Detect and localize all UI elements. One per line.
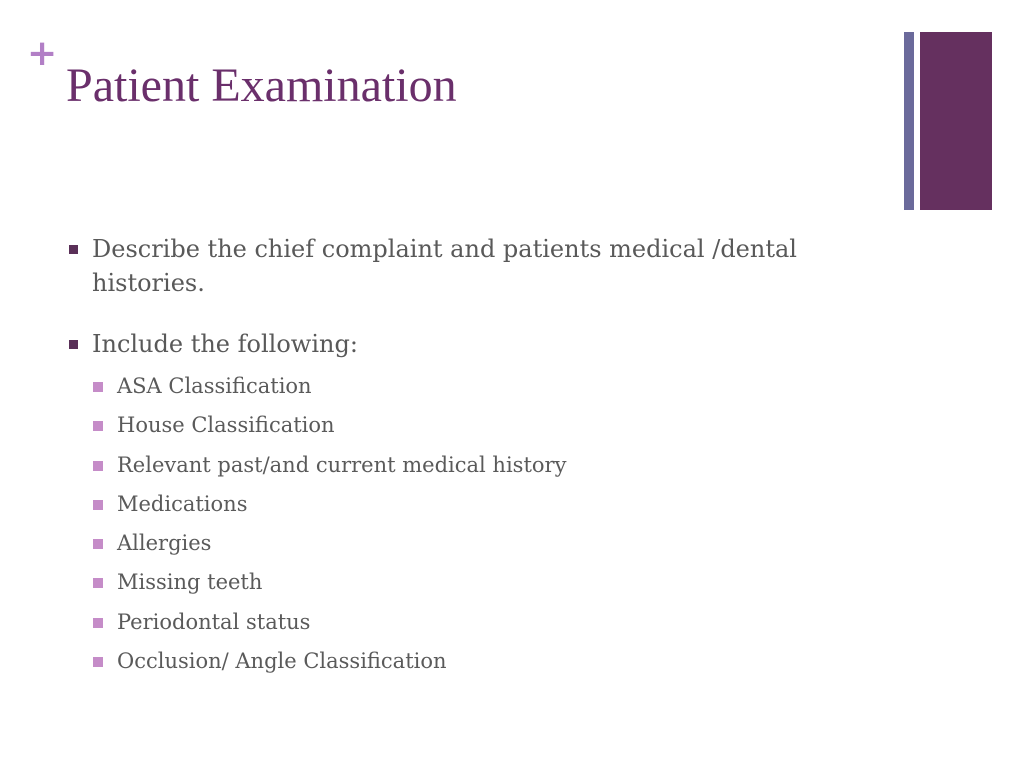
slide-title: Patient Examination	[66, 59, 457, 112]
sub-bullet-text: Periodontal status	[117, 609, 311, 634]
square-sub-bullet-icon	[93, 618, 103, 628]
sub-bullet-item	[92, 446, 886, 485]
square-bullet-icon	[69, 340, 78, 349]
accent-bar-thin	[904, 32, 914, 210]
sub-bullet-item	[92, 603, 886, 642]
sub-bullet-item	[92, 406, 886, 445]
sub-bullet-item	[92, 642, 886, 681]
square-sub-bullet-icon	[93, 382, 103, 392]
sub-bullet-text: Medications	[117, 491, 248, 516]
sub-bullet-text: House Classification	[117, 413, 335, 438]
square-sub-bullet-icon	[93, 578, 103, 588]
sub-bullet-item	[92, 367, 886, 406]
plus-icon: +	[27, 33, 58, 74]
bullet-item	[66, 232, 886, 300]
sub-bullet-text: ASA Classification	[117, 374, 312, 398]
sub-bullet-list	[92, 367, 886, 681]
square-sub-bullet-icon	[93, 500, 103, 510]
bullet-text: Include the following:	[92, 330, 358, 358]
sub-bullet-text: Occlusion/ Angle Classification	[117, 649, 447, 674]
sub-bullet-text: Missing teeth	[117, 570, 263, 595]
square-sub-bullet-icon	[93, 657, 103, 667]
square-bullet-icon	[69, 245, 78, 254]
sub-bullet-item	[92, 524, 886, 563]
bullet-item	[66, 327, 886, 681]
sub-bullet-item	[92, 563, 886, 602]
slide-content	[66, 232, 886, 681]
square-sub-bullet-icon	[93, 461, 103, 471]
square-sub-bullet-icon	[93, 421, 103, 431]
sub-bullet-text: Relevant past/and current medical history	[117, 452, 567, 477]
square-sub-bullet-icon	[93, 539, 103, 549]
bullet-text: Describe the chief complaint and patients medical /dental histories.	[92, 235, 797, 297]
sub-bullet-text: Allergies	[117, 531, 212, 556]
sub-bullet-item	[92, 485, 886, 524]
accent-bar-wide	[920, 32, 992, 210]
